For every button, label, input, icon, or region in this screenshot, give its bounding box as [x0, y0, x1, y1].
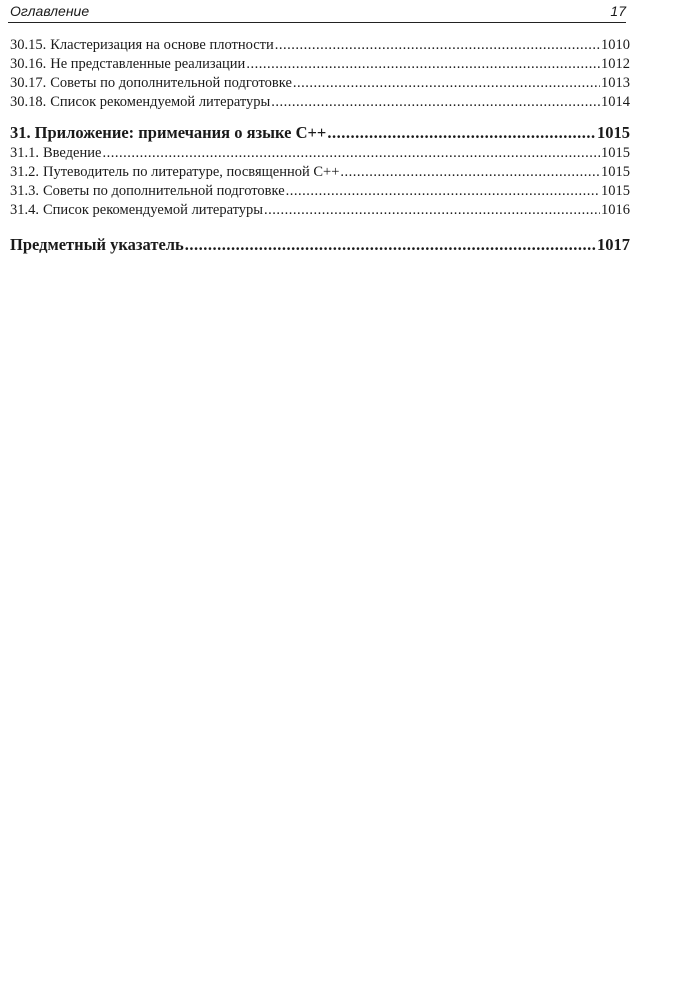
toc-entry-page: 1015 — [601, 145, 630, 161]
toc-entry-30-17[interactable] — [10, 74, 630, 93]
toc-entry-number: 30.18. — [10, 94, 47, 110]
toc-entry-30-18[interactable] — [10, 93, 630, 112]
toc-leader-dots — [293, 74, 600, 93]
toc-entry-page: 1015 — [601, 164, 630, 180]
toc-entry-page: 1015 — [601, 183, 630, 199]
toc-entry-number: 31.4. — [10, 202, 39, 218]
toc-entry-page: 1014 — [601, 94, 630, 110]
toc-entry-31-4[interactable] — [10, 201, 630, 220]
toc-leader-dots — [271, 93, 600, 112]
toc-entry-page: 1012 — [601, 56, 630, 72]
page-number: 17 — [610, 3, 626, 19]
toc-leader-dots — [286, 182, 600, 201]
toc-index-title: Предметный указатель — [10, 235, 184, 254]
toc-entry-number: 31.1. — [10, 145, 39, 161]
toc-leader-dots — [185, 234, 596, 256]
toc-entry-page: 1016 — [601, 202, 630, 218]
toc-entry-30-15[interactable] — [10, 36, 630, 55]
toc-leader-dots — [246, 55, 600, 74]
toc-index-page: 1017 — [597, 235, 630, 254]
toc-entry-number: 30.17. — [10, 75, 47, 91]
toc-leader-dots — [102, 144, 600, 163]
toc-entry-title: Список рекомендуемой литературы — [50, 94, 271, 110]
toc-entry-31-2[interactable] — [10, 163, 630, 182]
toc-chapter-title: Приложение: примечания о языке С++ — [34, 123, 327, 142]
toc-leader-dots — [327, 122, 596, 144]
toc-entry-number: 31.2. — [10, 164, 39, 180]
toc-entry-page: 1010 — [601, 37, 630, 53]
toc-chapter-31[interactable] — [10, 122, 630, 144]
toc-index-entry[interactable] — [10, 234, 630, 256]
toc-entry-31-1[interactable] — [10, 144, 630, 163]
toc-entry-title: Советы по дополнительной подготовке — [50, 75, 292, 91]
toc-leader-dots — [275, 36, 600, 55]
toc-entry-title: Введение — [43, 145, 102, 161]
toc-chapter-page: 1015 — [597, 123, 630, 142]
toc-entry-number: 31.3. — [10, 183, 39, 199]
toc-entry-number: 30.15. — [10, 37, 47, 53]
toc-leader-dots — [340, 163, 600, 182]
toc-entry-title: Список рекомендуемой литературы — [43, 202, 264, 218]
toc-entry-number: 30.16. — [10, 56, 47, 72]
toc-chapter-number: 31. — [10, 123, 31, 142]
toc-entry-page: 1013 — [601, 75, 630, 91]
toc-entry-title: Не представленные реализации — [50, 56, 246, 72]
toc-entry-31-3[interactable] — [10, 182, 630, 201]
spacer — [10, 220, 630, 234]
toc-entry-title: Советы по дополнительной подготовке — [43, 183, 285, 199]
running-title: Оглавление — [10, 3, 90, 19]
toc-entry-title: Кластеризация на основе плотности — [50, 37, 274, 53]
table-of-contents — [10, 36, 630, 256]
page-header — [8, 2, 626, 23]
spacer — [10, 112, 630, 122]
toc-entry-30-16[interactable] — [10, 55, 630, 74]
toc-entry-title: Путеводитель по литературе, посвященной С++ — [43, 164, 340, 180]
toc-leader-dots — [264, 201, 600, 220]
